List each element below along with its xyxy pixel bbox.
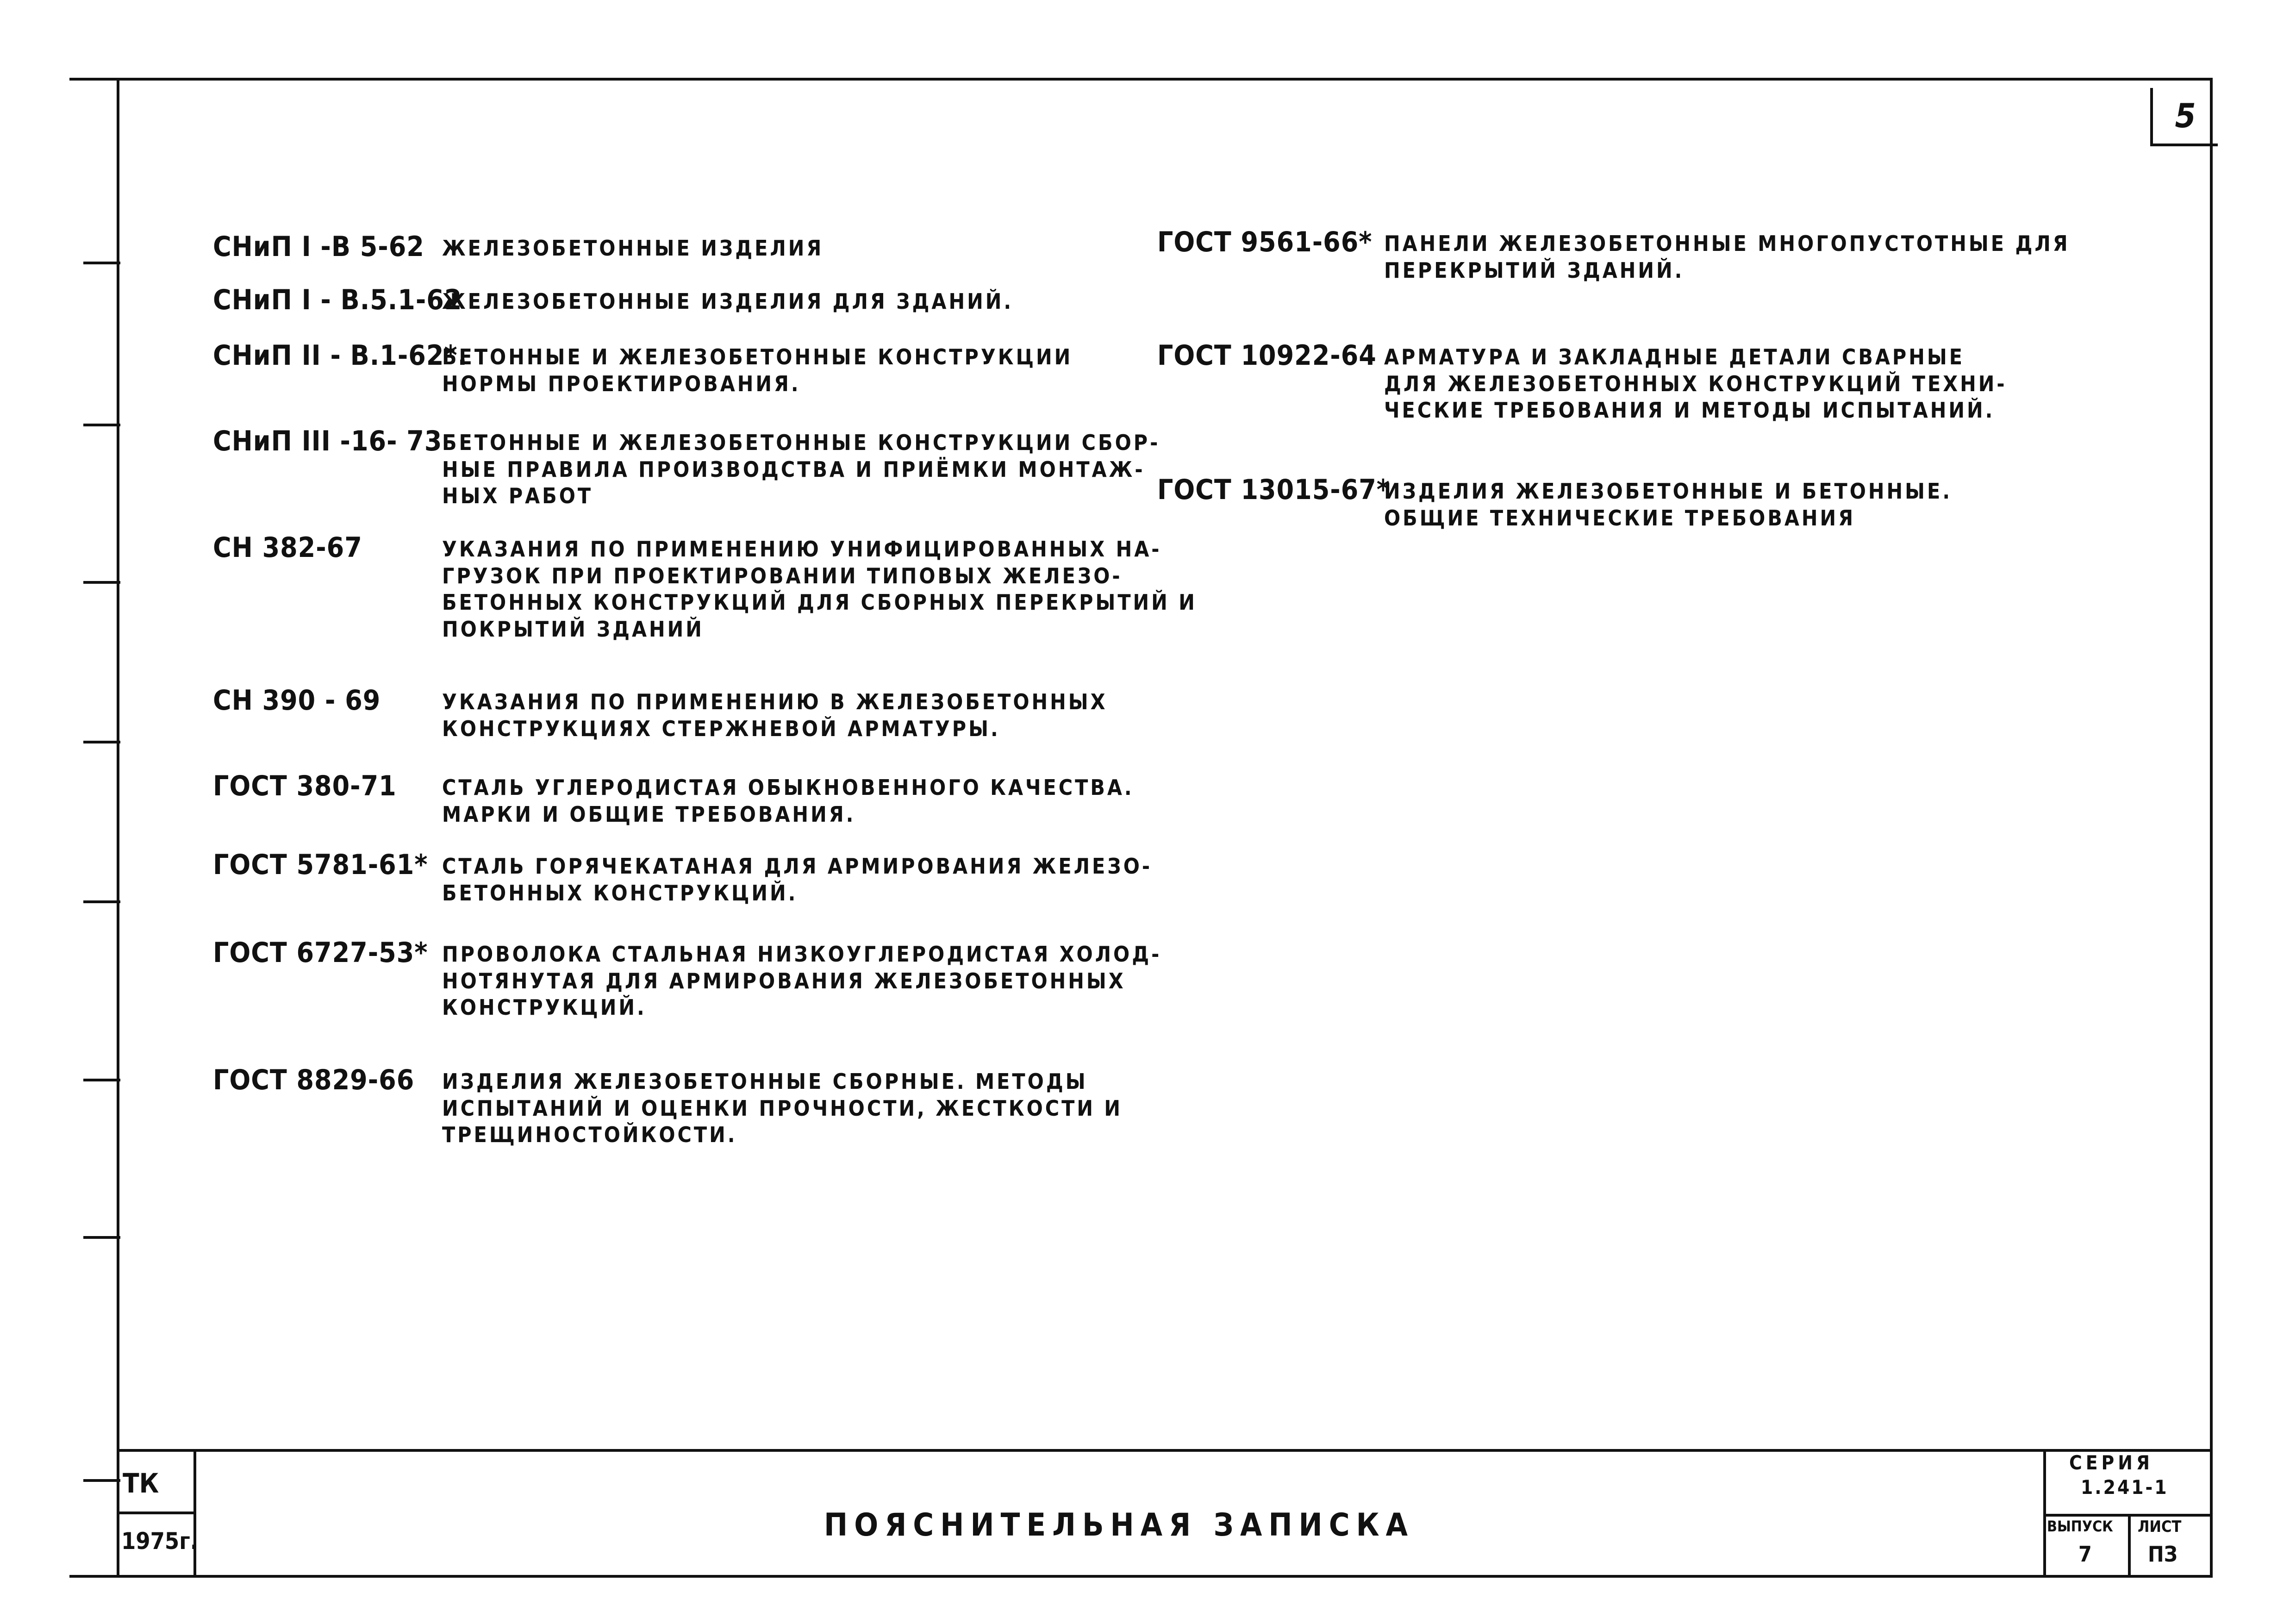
margin-tick [83,262,120,264]
standard-code: СН 382-67 [213,531,362,564]
frame-bottom-line [69,1575,2213,1578]
frame-left-line [117,78,119,1578]
frame-top-line [69,78,2213,81]
frame-right-line [2210,78,2213,1578]
standard-title: ПАНЕЛИ ЖЕЛЕЗОБЕТОННЫЕ МНОГОПУСТОТНЫЕ ДЛЯ ПЕРЕКРЫТИЙ ЗДАНИЙ. [1384,231,2070,283]
page-number: 5 [2150,88,2218,146]
stamp-divider-org [117,1512,193,1514]
margin-tick [83,424,120,426]
stamp-divider-right [2043,1449,2046,1578]
margin-tick [83,741,120,743]
standard-title: ЖЕЛЕЗОБЕТОННЫЕ ИЗДЕЛИЯ ДЛЯ ЗДАНИЙ. [442,289,1014,314]
standard-title: ЖЕЛЕЗОБЕТОННЫЕ ИЗДЕЛИЯ [442,236,824,261]
margin-tick [83,900,120,903]
standard-code: ГОСТ 13015-67* [1157,474,1391,506]
standard-code: СНиП II - В.1-62*. [213,339,468,372]
stamp-divider-left [193,1449,196,1578]
standard-title: АРМАТУРА И ЗАКЛАДНЫЕ ДЕТАЛИ СВАРНЫЕ ДЛЯ ЖЕЛЕЗОБЕТОННЫХ КОНСТРУКЦИЙ ТЕХНИ- ЧЕСКИЕ ТРЕБОВАНИЯ И МЕТОДЫ ИСПЫТАНИЙ. [1384,344,2007,423]
standard-code: СНиП III -16- 73 [213,425,443,457]
standard-title: ИЗДЕЛИЯ ЖЕЛЕЗОБЕТОННЫЕ И БЕТОННЫЕ. ОБЩИЕ ТЕХНИЧЕСКИЕ ТРЕБОВАНИЯ [1384,479,1953,531]
margin-tick [83,1079,120,1081]
stamp-sheet-label: ЛИСТ [2138,1518,2182,1536]
standard-title: БЕТОННЫЕ И ЖЕЛЕЗОБЕТОННЫЕ КОНСТРУКЦИИ НОРМЫ ПРОЕКТИРОВАНИЯ. [442,344,1073,396]
standard-code: СНиП I - В.5.1-62 [213,284,462,316]
standard-code: СНиП I -В 5-62 [213,231,424,263]
standard-title: ПРОВОЛОКА СТАЛЬНАЯ НИЗКОУГЛЕРОДИСТАЯ ХОЛОД- НОТЯНУТАЯ ДЛЯ АРМИРОВАНИЯ ЖЕЛЕЗОБЕТОННЫХ КОНСТРУКЦИЙ. [442,942,1162,1020]
standard-title: ИЗДЕЛИЯ ЖЕЛЕЗОБЕТОННЫЕ СБОРНЫЕ. МЕТОДЫ ИСПЫТАНИЙ И ОЦЕНКИ ПРОЧНОСТИ, ЖЕСТКОСТИ И ТРЕЩИНОСТОЙКОСТИ. [442,1069,1123,1147]
margin-tick [83,1479,120,1482]
document-title: ПОЯСНИТЕЛЬНАЯ ЗАПИСКА [824,1507,1414,1543]
stamp-series-label: СЕРИЯ [2069,1451,2153,1474]
margin-tick [83,1236,120,1239]
standard-code: ГОСТ 10922-64 [1157,339,1377,372]
standard-title: БЕТОННЫЕ И ЖЕЛЕЗОБЕТОННЫЕ КОНСТРУКЦИИ СБОР- НЫЕ ПРАВИЛА ПРОИЗВОДСТВА И ПРИЁМКИ МОНТАЖ- НЫХ РАБОТ [442,430,1160,508]
standard-code: СН 390 - 69 [213,684,381,717]
standard-code: ГОСТ 6727-53* [213,937,428,969]
standard-code: ГОСТ 9561-66* [1157,226,1373,258]
stamp-issue-label: ВЫПУСК [2047,1518,2113,1535]
standard-code: ГОСТ 5781-61* [213,849,428,881]
stamp-sheet-divider [2128,1514,2131,1578]
standard-title: СТАЛЬ ГОРЯЧЕКАТАНАЯ ДЛЯ АРМИРОВАНИЯ ЖЕЛЕЗО- БЕТОННЫХ КОНСТРУКЦИЙ. [442,854,1153,906]
standard-code: ГОСТ 8829-66 [213,1064,415,1096]
stamp-issue-value: 7 [2078,1542,2092,1567]
stamp-year: 1975г. [121,1528,198,1555]
standard-title: УКАЗАНИЯ ПО ПРИМЕНЕНИЮ УНИФИЦИРОВАННЫХ НА- ГРУЗОК ПРИ ПРОЕКТИРОВАНИИ ТИПОВЫХ ЖЕЛЕЗО- БЕТОННЫХ КОНСТРУКЦИЙ ДЛЯ СБОРНЫХ ПЕРЕКРЫТИЙ И ПОКРЫТИЙ ЗДАНИЙ [442,537,1197,642]
stamp-series-value: 1.241-1 [2081,1476,2169,1499]
margin-tick [83,581,120,584]
stamp-org: ТК [123,1468,159,1499]
standard-title: СТАЛЬ УГЛЕРОДИСТАЯ ОБЫКНОВЕННОГО КАЧЕСТВА. МАРКИ И ОБЩИЕ ТРЕБОВАНИЯ. [442,775,1134,827]
standard-code: ГОСТ 380-71 [213,770,397,802]
stamp-top-line [117,1449,2213,1452]
standard-title: УКАЗАНИЯ ПО ПРИМЕНЕНИЮ В ЖЕЛЕЗОБЕТОННЫХ КОНСТРУКЦИЯХ СТЕРЖНЕВОЙ АРМАТУРЫ. [442,689,1108,741]
stamp-sheet-value: ПЗ [2148,1542,2178,1567]
